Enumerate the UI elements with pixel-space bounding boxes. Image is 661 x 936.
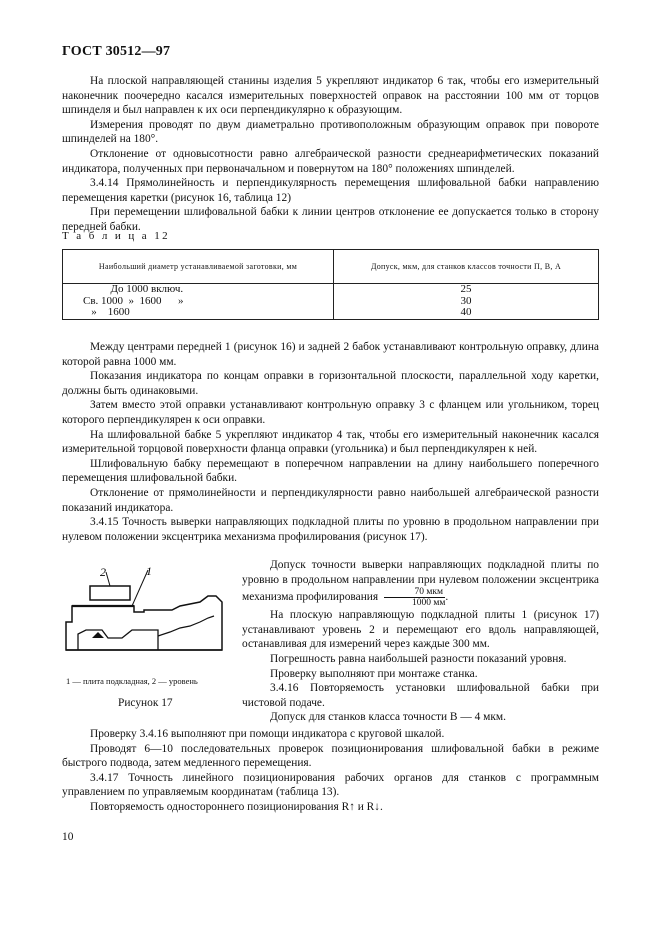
paragraph: На плоскую направляющую подкладной плиты 1 (рисунок 17) устанавливают уровень 2 и перемещают его вдоль направляющей, останавливая для измерений через каждые 300 мм. [242, 609, 599, 651]
tolerance-fraction [384, 587, 445, 608]
level-block [90, 586, 130, 600]
paragraph: Проверку выполняют при монтаже станка. [270, 667, 478, 680]
figure-17-drawing [62, 566, 234, 716]
paragraph: Измерения проводят по двум диаметрально противоположным образующим оправок при повороте шпинделей на 180°. [62, 118, 599, 146]
figure-label-1: 1 [146, 566, 152, 578]
section-heading-3-4-14: 3.4.14 Прямолинейность и перпендикулярность перемещения шлифовальной бабки направлению перемещения каретки (рисунок 16, таблица 12) [62, 177, 599, 204]
table-label: Т а б л и ц а 12 [62, 230, 170, 242]
table-cell-diameters [63, 284, 334, 320]
table-row-label: До 1000 включ. [83, 283, 184, 295]
paragraph [242, 558, 599, 608]
figure-caption: 1 — плита подкладная, 2 — уровень [66, 676, 198, 686]
paragraph: На плоской направляющей станины изделия 5 укрепляют индикатор 6 так, чтобы его измерительный наконечник поочередно касался измерительных поверхностей оправок на расстоянии 100 мм от торцов шпинделя и был направлен к их оси перпендикулярно к образующим. [62, 75, 599, 117]
paragraph: Проводят 6—10 последовательных проверок позиционирования шлифовальной бабки в режиме быстрого подвода, затем медленного перемещения. [62, 742, 599, 770]
plate-notch [92, 632, 104, 638]
paragraph: Погрешность равна наибольшей разности показаний уровня. [270, 652, 567, 665]
figure-title: Рисунок 17 [118, 697, 173, 709]
fraction-period: . [445, 591, 449, 604]
fraction-denominator: 1000 мм [412, 598, 446, 609]
page-number: 10 [62, 831, 74, 843]
paragraph: Отклонение от прямолинейности и перпендикулярности равно наибольшей алгебраической разности показаний индикатора. [62, 486, 599, 514]
figure-17-svg [62, 566, 234, 676]
figure-label-2: 2 [100, 566, 106, 579]
middle-text-block [62, 340, 599, 544]
paragraph: Показания индикатора по концам оправки в горизонтальной плоскости, параллельной ходу каретки, должны быть одинаковыми. [62, 370, 599, 397]
tolerance-text: Допуск точности выверки направляющих подкладной плиты по уровню в продольном направлении при нулевом положении эксцентрика механизма профилирования [242, 559, 599, 604]
leader-line-2 [106, 572, 110, 586]
table-header-right: Допуск, мкм, для станков классов точности П, В, А [334, 250, 599, 284]
paragraph: На шлифовальной бабке 5 укрепляют индикатор 4 так, чтобы его измерительный наконечник касался измерительной торцовой поверхности фланца оправки (угольника) и был перпендикулярен к ней. [62, 428, 599, 456]
table-row-label: Св. 1000 » 1600 » [83, 294, 184, 307]
paragraph: Проверку 3.4.16 выполняют при помощи индикатора с круговой шкалой. [90, 728, 445, 740]
paragraph: Затем вместо этой оправки устанавливают контрольную оправку 3 с фланцем или угольником, торец которого перпендикулярен к оси оправки. [62, 399, 599, 426]
paragraph: При перемещении шлифовальной бабки к линии центров отклонение ее допускается только в сторону передней бабки. [62, 206, 599, 233]
table-header-left: Наибольший диаметр устанавливаемой заготовки, мм [63, 250, 334, 284]
table-row-value: 40 [460, 306, 472, 318]
table-row-label: » 1600 [83, 306, 130, 318]
paragraph: Повторяемость одностороннего позиционирования R↑ и R↓. [90, 800, 383, 813]
right-column-text [242, 558, 599, 725]
paragraph: Отклонение от одновысотности равно алгебраической разности среднеарифметических показаний индикатора, полученных при первоначальном и повернутом на 180° положениях шпинделей. [62, 147, 599, 175]
paragraph: Шлифовальную бабку перемещают в поперечном направлении на длину наибольшего поперечного перемещения шлифовальной бабки. [62, 457, 599, 485]
table-row-value: 25 [460, 283, 472, 295]
plate-steps [158, 616, 214, 636]
table-12 [62, 249, 599, 320]
plate-detail [78, 630, 158, 650]
section-heading-3-4-17: 3.4.17 Точность линейного позиционирования рабочих органов для станков с программным управлением по управляемым координатам (таблица 13). [62, 771, 599, 799]
table-cell-tolerances [334, 284, 599, 320]
document-header: ГОСТ 30512—97 [62, 44, 171, 59]
top-text-block [62, 74, 599, 235]
paragraph: Между центрами передней 1 (рисунок 16) и задней 2 бабок устанавливают контрольную оправку, длина которой равна 1000 мм. [62, 341, 599, 368]
fraction-numerator: 70 мкм [384, 587, 445, 598]
paragraph: Допуск для станков класса точности В — 4 мкм. [270, 711, 506, 724]
table-row-value: 30 [460, 294, 472, 307]
section-heading-3-4-15: 3.4.15 Точность выверки направляющих подкладной плиты по уровню в продольном направлении при нулевом положении эксцентрика механизма профилирования (рисунок 17). [62, 516, 599, 543]
bottom-text-block [62, 727, 599, 815]
section-heading-3-4-16: 3.4.16 Повторяемость установки шлифовальной бабки при чистовой подаче. [242, 682, 599, 709]
